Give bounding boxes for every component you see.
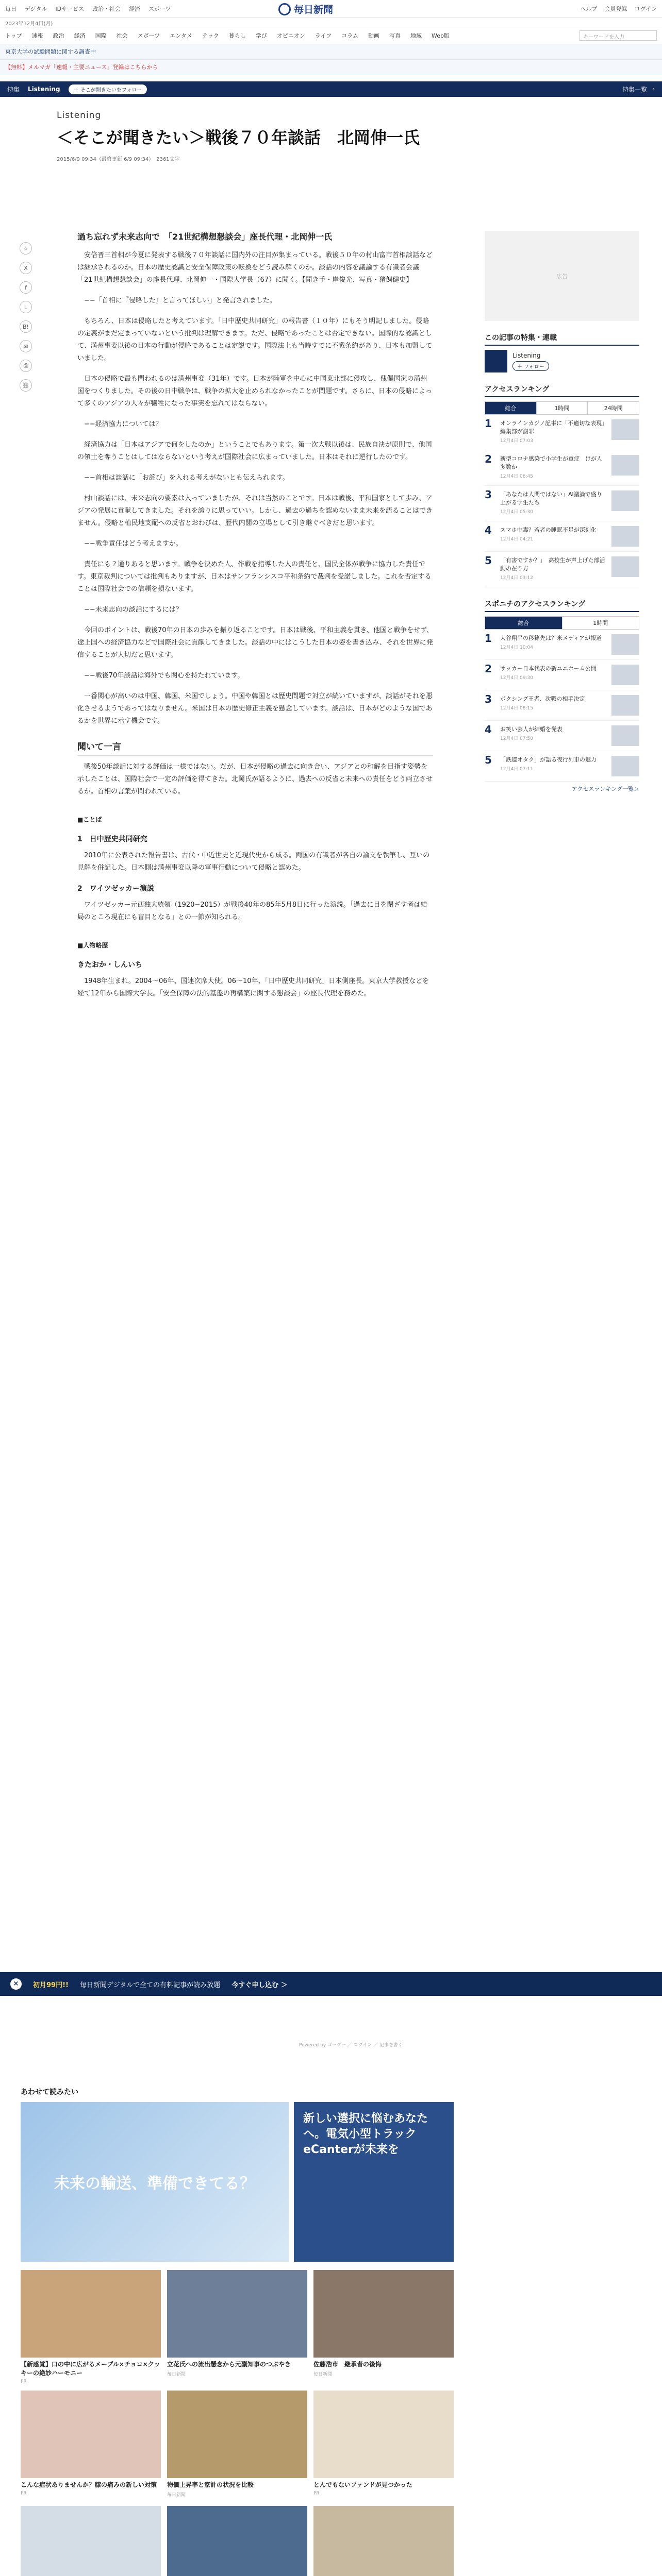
card-image <box>167 2270 307 2358</box>
afterword-heading: 聞いて一言 <box>77 741 433 756</box>
thumbnail <box>611 556 639 577</box>
card-image <box>313 2270 454 2358</box>
series-list-link[interactable]: 特集一覧 <box>622 86 648 93</box>
afterword-text: 戦後50年談話に対する評価は一様ではない。だが、日本が侵略の過去に向き合い、アジアとの和解を目指す姿勢を示したことは、国際社会で一定の評価を得てきた。北岡氏が語るように、過去への反省と未来への責任をどう両立させるか。首相の言葉が問われている。 <box>77 763 433 795</box>
question: −−戦争責任はどう考えますか。 <box>84 540 183 548</box>
recommend-featured[interactable] <box>21 2102 454 2262</box>
notice-banner[interactable]: 東京大学の試験問題に関する調査中 <box>0 44 662 60</box>
ranking-item[interactable]: 5 「鉄道オタク」が語る夜行列車の魅力 12月4日 07:11 <box>485 751 639 782</box>
recommend-card[interactable] <box>313 2506 454 2576</box>
glossary-term: 1 日中歴史共同研究 <box>77 835 147 843</box>
facebook-share-icon[interactable]: f <box>20 281 32 294</box>
recommend-grid-2 <box>21 2506 454 2576</box>
sports-tabs <box>485 616 639 630</box>
question: −−首相は談話に「お詫び」を入れる考えがないとも伝えられます。 <box>84 474 289 482</box>
nav-item[interactable]: オピニオン <box>276 32 305 39</box>
sports-ranking-heading: スポニチのアクセスランキング <box>485 599 639 612</box>
nav-item[interactable]: 学び <box>255 32 267 39</box>
nav-item[interactable]: 政治 <box>53 32 64 39</box>
thumbnail <box>611 455 639 476</box>
ranking-item[interactable]: 3 「あなたは人間ではない」AI議論で盛り上がる学生たち 12月4日 05:30 <box>485 486 639 521</box>
tab-1h[interactable]: 1時間 <box>593 620 608 626</box>
nav-item[interactable]: 地域 <box>410 32 422 39</box>
nav-item[interactable]: Web版 <box>432 32 450 39</box>
question: −−未来志向の談話にするには？ <box>84 606 183 614</box>
card-image <box>313 2506 454 2576</box>
recommend-card[interactable]: こんな症状ありませんか？膝の痛みの新しい対策 PR <box>21 2391 161 2498</box>
nav-item[interactable]: エンタメ <box>170 32 192 39</box>
nav-item[interactable]: 経済 <box>74 32 86 39</box>
recommend-card[interactable]: 立花氏への流出懸念から元副知事のつぶやき 毎日新聞 <box>167 2270 307 2384</box>
article-lead: 過ち忘れず未来志向で 「21世紀構想懇談会」座長代理・北岡伸一氏 <box>77 232 333 242</box>
sports-ranking-list <box>485 630 639 782</box>
sidebar-series <box>485 350 639 372</box>
glossary-text: 2010年に公表された報告書は、古代・中近世史と近現代史から成る。両国の有識者が各自の論文を執筆し、互いの見解を併記した。日本側は満州事変以降の軍事行動について侵略と認めた。 <box>77 852 430 872</box>
ranking-list <box>485 415 639 587</box>
line-share-icon[interactable]: L <box>20 301 32 313</box>
bookmark-icon[interactable]: ☆ <box>20 242 32 255</box>
share-buttons <box>20 242 32 392</box>
article-body <box>77 231 433 1008</box>
thumbnail <box>611 526 639 547</box>
tab-total[interactable]: 総合 <box>485 617 562 629</box>
topnav-item[interactable]: IDサービス <box>55 5 85 12</box>
banner-price: 初月99円!! <box>33 1981 69 1989</box>
link-copy-icon[interactable]: ⛓ <box>20 379 32 392</box>
site-logo[interactable]: 毎日新聞 <box>278 2 333 16</box>
sidebar-series-name[interactable]: Listening <box>512 351 541 359</box>
thumbnail <box>611 634 639 655</box>
nav-item[interactable]: 動画 <box>368 32 380 39</box>
article-meta: 2015/6/9 09:34（最終更新 6/9 09:34） 2361文字 <box>57 157 180 162</box>
close-icon[interactable]: × <box>10 1978 22 1990</box>
search-input[interactable]: キーワードを入力 <box>580 30 657 41</box>
tab-1h[interactable]: 1時間 <box>537 402 588 414</box>
card-image <box>313 2391 454 2478</box>
recommend-card[interactable]: とんでもないファンドが見つかった PR <box>313 2391 454 2498</box>
featured-text: 新しい選択に悩むあなたへ。電気小型トラックeCanterが未来を <box>294 2102 454 2262</box>
recommend-card[interactable] <box>21 2506 161 2576</box>
x-share-icon[interactable]: X <box>20 262 32 274</box>
mail-icon[interactable]: ✉ <box>20 340 32 352</box>
card-image <box>21 2391 161 2478</box>
nav-item[interactable]: トップ <box>5 32 22 39</box>
chevron-right-icon: › <box>652 86 655 93</box>
glossary-heading: ■ことば <box>77 816 102 823</box>
profile-text: 1948年生まれ。2004〜06年、国連次席大使。06〜10年、「日中歴史共同研究」日本側座長。東京大学教授などを経て12年から国際大学長。「安全保障の法的基盤の再構築に関する懇談会」の座長代理を務めた。 <box>77 977 429 997</box>
nav-item[interactable]: ライフ <box>315 32 332 39</box>
tab-24h[interactable]: 24時間 <box>604 405 623 412</box>
article-header <box>0 97 662 162</box>
article-series: Listening <box>57 110 102 121</box>
thumbnail <box>611 665 639 685</box>
recommend-section <box>21 2087 454 2576</box>
topnav-item[interactable]: スポーツ <box>148 5 171 12</box>
topnav-item[interactable]: 経済 <box>129 5 141 12</box>
recommend-card[interactable]: 【新感覚】口の中に広がるメープル×チョコ×クッキーの絶妙ハーモニー PR <box>21 2270 161 2384</box>
subscribe-button[interactable]: 今すぐ申し込む ＞ <box>231 1981 288 1989</box>
subscribe-banner <box>0 1972 662 1996</box>
profile-heading: ■人物略歴 <box>77 942 108 949</box>
topnav-item[interactable]: 毎日 <box>5 5 16 12</box>
help-link[interactable]: ヘルプ <box>580 5 598 12</box>
featured-image: 未来の輸送、準備できてる？ <box>21 2102 289 2262</box>
ranking-item[interactable]: 4 スマホ中毒？若者の睡眠不足が深刻化 12月4日 04:21 <box>485 521 639 552</box>
register-link[interactable]: 会員登録 <box>604 5 627 12</box>
card-image <box>167 2391 307 2478</box>
thumbnail <box>611 490 639 511</box>
paragraph: 責任にも２通りあると思います。戦争を決めた人、作戦を指導した人の責任と、国民全体が戦争に協力した責任です。東京裁判については批判もありますが、日本はサンフランシスコ平和条約で裁判を受諾しました。これを否定することは国際社会での信頼を損ないます。 <box>77 561 432 593</box>
ranking-item[interactable]: 5 「有害ですか？」 高校生が声上げた部活動の在り方 12月4日 03:12 <box>485 552 639 587</box>
nav-item[interactable]: コラム <box>341 32 359 39</box>
series-label: 特集 <box>7 86 20 93</box>
ranking-more-link[interactable]: アクセスランキング一覧＞ <box>571 786 639 792</box>
thumbnail <box>611 725 639 746</box>
topnav-item[interactable]: デジタル <box>25 5 47 12</box>
powered-by: Powered by ゴーグー ／ ログイン ／ 記事を書く <box>299 2043 403 2048</box>
ranking-item[interactable]: 3 ボクシング王者、次戦の相手決定 12月4日 08:15 <box>485 690 639 721</box>
series-thumbnail[interactable] <box>485 350 507 372</box>
ranking-heading: アクセスランキング <box>485 384 639 397</box>
thumbnail <box>611 419 639 440</box>
paragraph: 一番関心が高いのは中国、韓国、米国でしょう。中国や韓国とは歴史問題で対立が続いていますが、談話がそれを悪化させるようであってはなりません。米国は日本の歴史修正主義を懸念しています。談話は、日本がどのような国であるかを世界に示す機会です。 <box>77 692 433 725</box>
paragraph: もちろん、日本は侵略したと考えています。「日中歴史共同研究」の報告書（１０年）にもそう明記しました。侵略の定義がまだ定まっていないという批判は理解できます。ただ、侵略であったことは否定できない。国際的な認識として、満州事変以後の日本の行動が侵略であることは定説です。国際法上も当時すでに不戦条約があり、日本も加盟していました。 <box>77 317 433 362</box>
newsletter-banner[interactable]: 【無料】メルマガ「速報・主要ニュース」登録はこちらから <box>0 60 662 75</box>
series-name[interactable]: Listening <box>28 86 60 93</box>
paragraph: 安倍晋三首相が今夏に発表する戦後７０年談話に国内外の注目が集まっている。戦後５０年の村山富市首相談話などは継承されるのか。日本の歴史認識と安全保障政策の転換をどう読み解くのか。談話の内容を議論する有識者会議「21世紀構想懇談会」の座長代理、北岡伸一・国際大学長（67）に聞く。【聞き手・岸俊光、写真・猪飼健史】 <box>77 251 433 284</box>
nav-item[interactable]: 速報 <box>31 32 43 39</box>
ranking-item[interactable]: 4 お笑い芸人が結婚を発表 12月4日 07:50 <box>485 721 639 751</box>
ranking-item[interactable]: 1 オンラインカジノ記事に「不適切な表現」 編集部が謝罪 12月4日 07:03 <box>485 415 639 450</box>
glossary-term: 2 ワイツゼッカー演説 <box>77 885 155 893</box>
print-icon[interactable]: ⎙ <box>20 360 32 372</box>
follow-button[interactable]: ＋ そこが聞きたいをフォロー <box>69 84 147 94</box>
ranking-item[interactable]: 1 大谷翔平の移籍先は？米メディアが報道 12月4日 10:04 <box>485 630 639 660</box>
card-image <box>21 2270 161 2358</box>
nav-item[interactable]: 国際 <box>95 32 107 39</box>
question: −−「首相に『侵略した』と言ってほしい」と発言されました。 <box>84 297 276 304</box>
recommend-card[interactable]: 物価上昇率と家計の状況を比較 毎日新聞 <box>167 2391 307 2498</box>
profile-name: きたおか・しんいち <box>77 961 142 969</box>
question: −−経済協力については？ <box>84 420 162 428</box>
recommend-heading: あわせて読みたい <box>21 2088 78 2096</box>
paragraph: 日本の侵略で最も問われるのは満州事変（31年）です。日本が陸軍を中心に中国東北部に侵攻し、傀儡国家の満州国をつくりました。その後の日中戦争は、戦争の拡大を止められなかったことが問題です。さらに、日本の侵略によって多くのアジアの人々が犠牲になった事実を忘れてはならない。 <box>77 375 432 408</box>
topnav-item[interactable]: 政治・社会 <box>92 5 121 12</box>
series-bar <box>0 81 662 97</box>
recommend-grid <box>21 2270 454 2498</box>
ranking-tabs <box>485 401 639 415</box>
main-nav <box>0 27 662 44</box>
card-image <box>167 2506 307 2576</box>
sidebar <box>485 231 639 793</box>
nav-item[interactable]: 写真 <box>389 32 401 39</box>
nav-item[interactable]: スポーツ <box>137 32 160 39</box>
nav-item[interactable]: 暮らし <box>228 32 246 39</box>
recommend-card[interactable]: 佐藤浩市 継承者の後悔 毎日新聞 <box>313 2270 454 2384</box>
glossary-text: ワイツゼッカー元西独大統領（1920−2015）が戦後40年の85年5月8日に行った演説。「過去に目を閉ざす者は結局のところ現在にも盲目となる」との一節が知られる。 <box>77 901 427 921</box>
ranking-item[interactable]: 2 サッカー日本代表の新ユニホーム公開 12月4日 09:30 <box>485 660 639 690</box>
banner-text: 毎日新聞デジタルで全ての有料記事が読み放題 <box>79 1981 221 1989</box>
nav-item[interactable]: テック <box>202 32 219 39</box>
sidebar-ad[interactable]: 広告 <box>485 231 639 321</box>
tab-total[interactable]: 総合 <box>485 402 537 414</box>
sidebar-follow-button[interactable]: ＋ フォロー <box>512 361 549 371</box>
article-title: ＜そこが聞きたい＞戦後７０年談話 北岡伸一氏 <box>57 128 420 147</box>
hatena-share-icon[interactable]: B! <box>20 320 32 333</box>
logo-mark-icon <box>278 3 291 15</box>
paragraph: 村山談話には、未来志向の要素は入っていましたが、それは当然のことです。日本は戦後、平和国家として歩み、アジアの発展に貢献してきました。それを誇りに思っていい。しかし、過去の過ちを認めないまま未来を語ることはできません。侵略と植民地支配への反省とおわびは、歴代内閣の立場として引き継ぐべきだと思います。 <box>77 495 433 527</box>
thumbnail <box>611 756 639 776</box>
sidebar-series-heading: この記事の特集・連載 <box>485 332 639 346</box>
question: −−戦後70年談話は海外でも関心を持たれています。 <box>84 672 244 680</box>
login-link[interactable]: ログイン <box>634 5 657 12</box>
card-image <box>21 2506 161 2576</box>
current-date: 2023年12月4日(月) <box>5 21 53 27</box>
recommend-card[interactable] <box>167 2506 307 2576</box>
nav-item[interactable]: 社会 <box>116 32 128 39</box>
ranking-item[interactable]: 2 新型コロナ感染で小学生が重症 けが人多数か 12月4日 06:45 <box>485 450 639 486</box>
paragraph: 経済協力は「日本はアジアで何をしたのか」ということでもあります。第一次大戦以後は、民族自決が原則で、他国の領土を奪うことはしてはならないという考えが国際社会に広まっていました。日本はそれに逆行したのです。 <box>77 441 432 461</box>
paragraph: 今回のポイントは、戦後70年の日本の歩みを振り返ることです。日本は戦後、平和主義を貫き、他国と戦争をせず、途上国への経済協力などで国際社会に貢献してきました。談話の中にはこうした日本の姿を書き込み、それを世界に発信することが大切だと思います。 <box>77 626 433 659</box>
thumbnail <box>611 695 639 716</box>
